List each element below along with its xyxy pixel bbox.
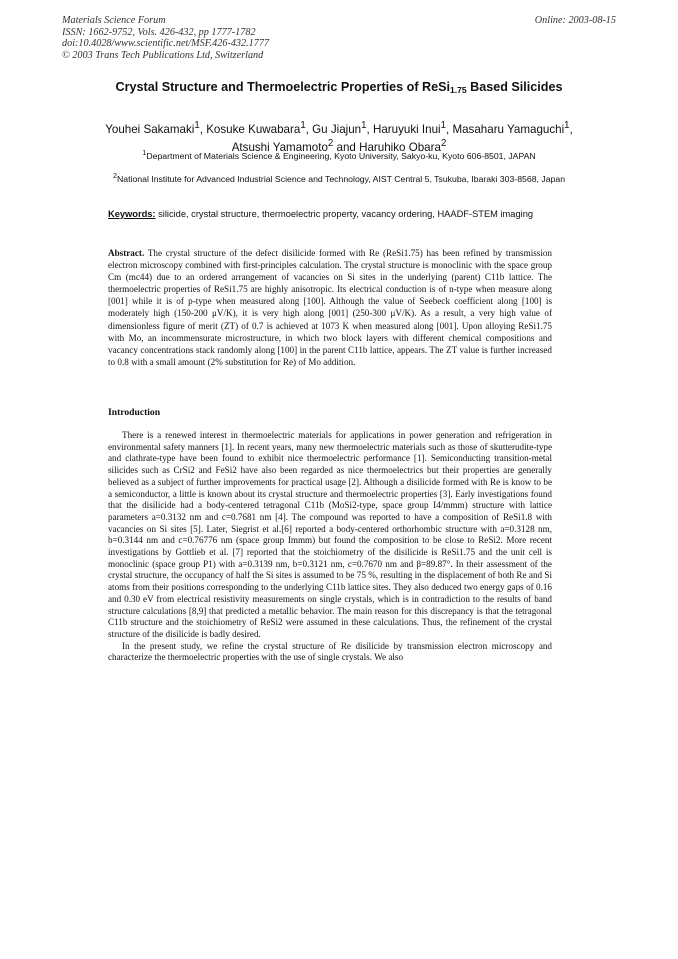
author-affiliation-mark: 1 (194, 120, 200, 131)
author-affiliation-mark: 1 (361, 120, 367, 131)
journal-header (62, 15, 269, 61)
author-affiliation-mark: 2 (327, 137, 334, 149)
abstract-label: Abstract. (108, 248, 145, 258)
introduction-body (108, 430, 552, 664)
doi-line: doi:10.4028/www.scientific.net/MSF.426-432.1777 (62, 38, 270, 50)
author-affiliation-mark: 1 (300, 120, 306, 131)
author-name: Gu Jiajun (312, 122, 362, 136)
keywords-text: silicide, crystal structure, thermoelectric property, vacancy ordering, HAADF-STEM imaging (155, 209, 534, 219)
affiliation-number: 1 (142, 148, 147, 157)
author-name: Haruyuki Inui (372, 122, 441, 136)
copyright-line: © 2003 Trans Tech Publications Ltd, Switzerland (62, 49, 264, 61)
affiliation-1 (90, 147, 588, 162)
affiliation-text: Department of Materials Science & Engineering, Kyoto University, Sakyo-ku, Kyoto 606-8501, JAPAN (146, 150, 536, 161)
section-heading-introduction: Introduction (108, 407, 161, 418)
author-affiliation-mark: 2 (440, 137, 447, 149)
abstract (108, 247, 552, 368)
author-affiliation-mark: 1 (564, 120, 570, 131)
author-name: Atsushi Yamamoto (231, 140, 328, 154)
author-name: Kosuke Kuwabara (206, 122, 301, 136)
affiliation-text: National Institute for Advanced Industrial Science and Technology, AIST Central 5, Tsukuba, Ibaraki 303-8568, Japan (117, 173, 566, 184)
title-part-1: Crystal Structure and Thermoelectric Properties of ReSi (115, 80, 451, 94)
keywords-label: Keywords: (108, 209, 156, 219)
paper-title (100, 80, 578, 94)
journal-name: Materials Science Forum (62, 15, 166, 26)
title-subscript: 1.75 (450, 85, 467, 95)
abstract-text: The crystal structure of the defect disilicide formed with Re (ReSi1.75) has been refined by transmission electron microscopy combined with first-principles calculation. The crystal structure is monoclinic with the space group Cm (mc44) due to an ordered arrangement of vacancies on Si sites in the underlying (parent) C11b lattice. The thermoelectric properties of ReSi1.75 are highly anisotropic. Its electrical conduction is of n-type when measure along [001] while it is of p-type when measured along [100]. Although the value of Seebeck coefficient along [100] is moderately high (150-200 μV/K), it is very high along [001] (250-300 μV/K). As a result, a very high value of dimensionless figure of merit (ZT) of 0.7 is achieved at 1073 K when measured along [001]. Upon alloying ReSi1.75 with Mo, an incommensurate microstructure, in which two block layers with different chemical compositions and vacancy concentrations stack randomly along [100] in the parent C11b lattice, appears. The ZT value is further increased to 0.8 with a small amount (2% substitution for Re) of Mo addition. (108, 248, 552, 367)
keywords (108, 208, 578, 222)
title-part-2: Based Silicides (466, 80, 563, 94)
author-affiliation-mark: 1 (440, 120, 446, 131)
issn-line: ISSN: 1662-9752, Vols. 426-432, pp 1777-1782 (62, 26, 256, 38)
affiliation-2 (90, 170, 588, 185)
author-name: Masaharu Yamaguchi (452, 122, 565, 136)
online-date: Online: 2003-08-15 (534, 15, 616, 26)
author-name: Haruhiko Obara (359, 140, 441, 154)
paragraph: There is a renewed interest in thermoelectric materials for applications in power generation and refrigeration in environmental safety manners [1]. In recent years, many new thermoelectric materials such as those of skutterudite-type and clathrate-type have been found to exhibit nice thermoelectric performance [1]. Semiconducting transition-metal silicides such as CrSi2 and FeSi2 have also been regarded as nice thermoelectrics but their properties are generally believed as a subject of further improvements for practical usage [2]. Although a disilicide formed with Re is know to be a semiconductor, a little is known about its crystal structure and thermoelectric properties [3]. Early investigations found that the disilicide had a body-centered tetragonal C11b (MoSi2-type, space group I4/mmm) structure with lattice parameters a=0.3132 nm and c=0.7681 nm [4]. The compound was reported to have a composition of ReSi1.8 with vacancies on Si sites [5]. Later, Siegrist et al.[6] reported a body-centered orthorhombic structure with a=0.3128 nm, b=0.3144 nm and c=0.76776 nm (space group Immm) but found the composition to be close to ReSi2. More recent investigations by Gottlieb et al. [7] reported that the stoichiometry of the disilicide is ReSi1.75 and the unit cell is monoclinic (space group P1) with a=0.3139 nm, b=0.3121 nm, c=0.7670 nm and β=89.87°. In their assessment of the crystal structure, the occupancy of half the Si sites is assumed to be 75 %, resulting in the displacement of both Re and Si atoms from their positions corresponding to the underlying C11b lattice sites. They also deduced two energy gaps of 0.16 and 0.30 eV from electrical resistivity measurements on single crystals, which is in contradiction to the results of band structure calculations [8,9] that predicted a metallic behavior. The main reason for this discrepancy is that the tetragonal C11b structure and the stoichiometry of ReSi2 were assumed in these calculations. Thus, the refinement of the crystal structure of the disilicide is badly desired. (108, 430, 552, 639)
paragraph: In the present study, we refine the crystal structure of Re disilicide by transmission electron microscopy and characterize the thermoelectric properties with the use of single crystals. We also (108, 640, 552, 663)
author-name: Youhei Sakamaki (105, 122, 195, 136)
affiliation-number: 2 (112, 171, 118, 180)
author-list: Youhei Sakamaki$^1$, Kosuke Kuwabara$^1$, Gu Jiajun$^1$, Haruyuki Inui$^1$, Masaharu Yamaguchi$^1$, Atsushi Yamamoto$^2$ and Haruhiko Obara$^2$ (105, 120, 573, 154)
